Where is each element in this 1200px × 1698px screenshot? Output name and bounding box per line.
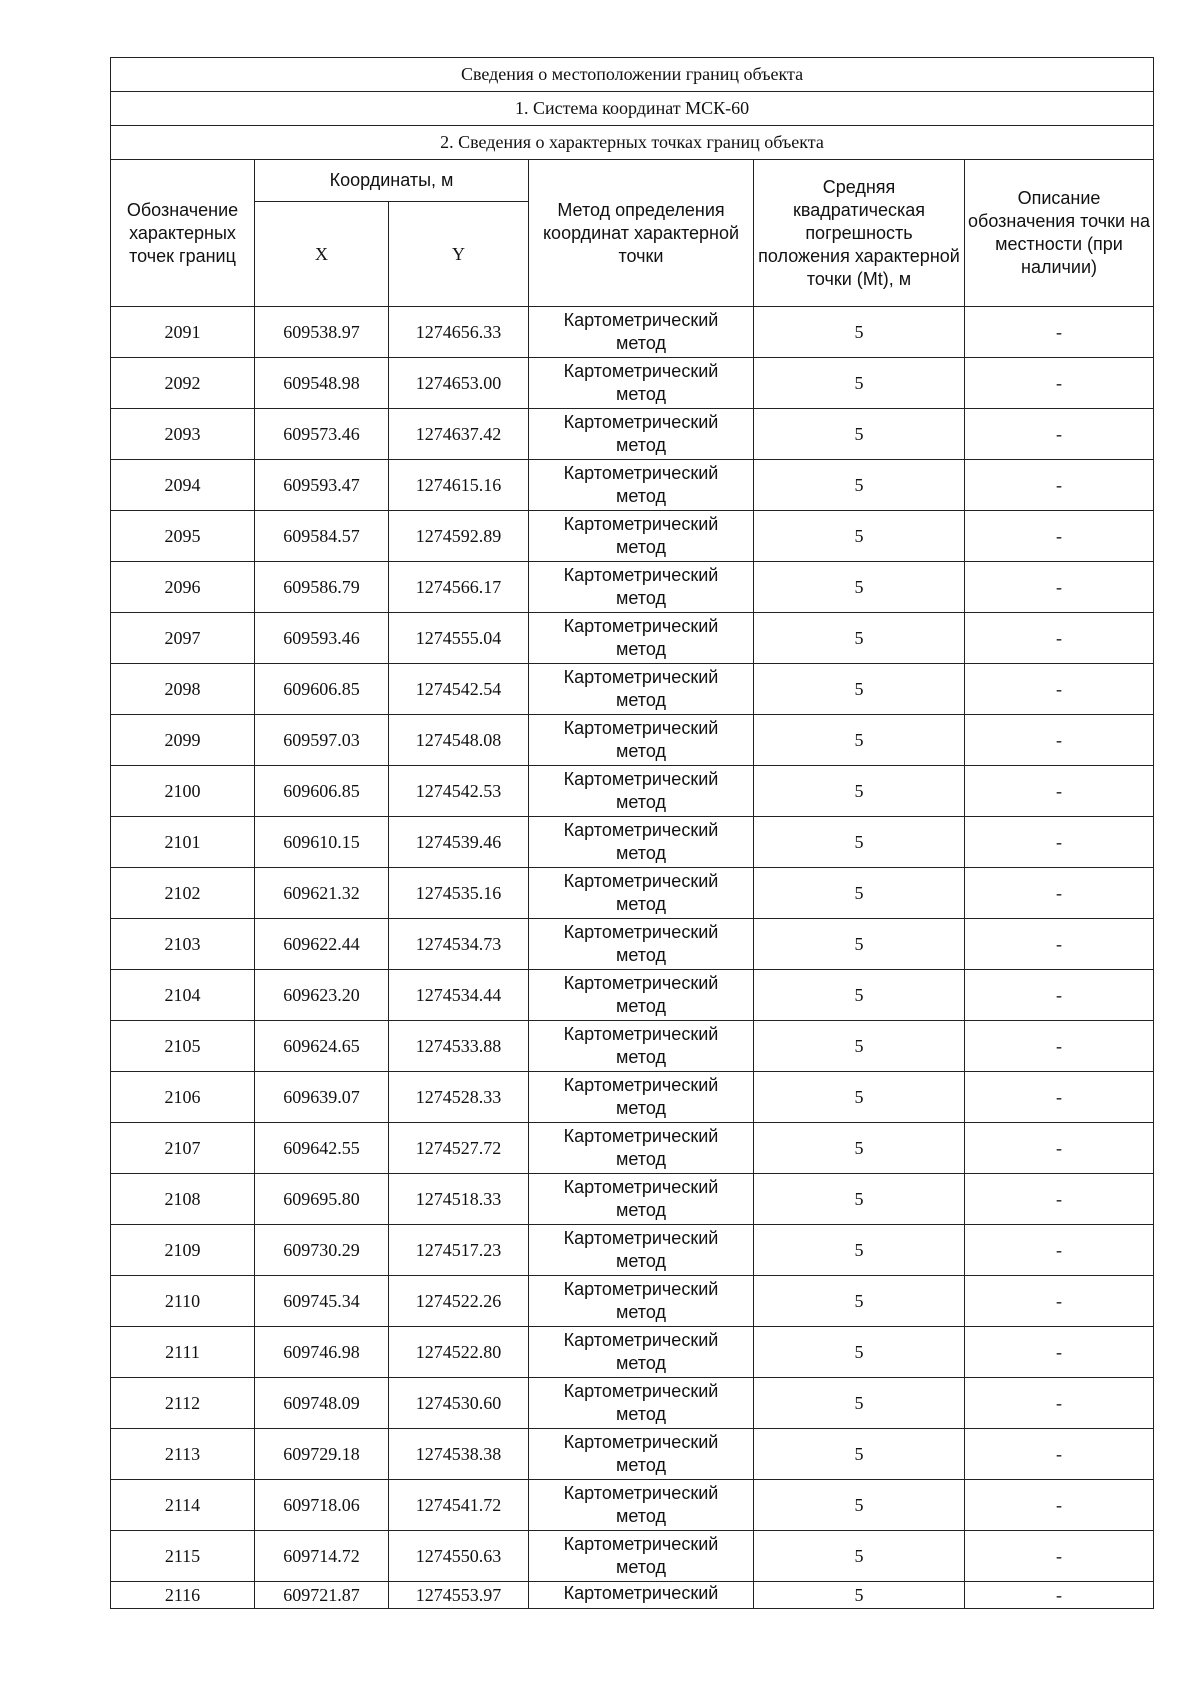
document-title: Сведения о местоположении границ объекта xyxy=(111,58,1154,92)
point-number-cell: 2097 xyxy=(111,613,255,664)
method-text-line-1: Картометрический xyxy=(563,412,719,432)
coord-y-cell: 1274539.46 xyxy=(389,817,529,868)
boundary-points-table xyxy=(110,57,1154,1609)
point-number-cell: 2096 xyxy=(111,562,255,613)
coord-x-cell: 609548.98 xyxy=(255,358,389,409)
coord-x-cell: 609586.79 xyxy=(255,562,389,613)
point-number-cell: 2102 xyxy=(111,868,255,919)
table-row xyxy=(111,1225,1154,1276)
description-cell: - xyxy=(965,1174,1154,1225)
method-text-line-1: Картометрический xyxy=(563,463,719,483)
method-cell xyxy=(529,1378,754,1429)
method-text-line-2: метод xyxy=(616,690,666,710)
error-cell: 5 xyxy=(754,1021,965,1072)
method-text-line-2: метод xyxy=(616,1200,666,1220)
coord-y-cell: 1274555.04 xyxy=(389,613,529,664)
description-cell: - xyxy=(965,1480,1154,1531)
description-cell: - xyxy=(965,1276,1154,1327)
error-cell: 5 xyxy=(754,1123,965,1174)
coord-x-cell: 609729.18 xyxy=(255,1429,389,1480)
method-cell xyxy=(529,970,754,1021)
method-text-line-2: метод xyxy=(616,639,666,659)
column-header-x: X xyxy=(255,202,389,307)
method-text-line-2: метод xyxy=(616,1302,666,1322)
table-row xyxy=(111,1327,1154,1378)
method-text-line-2: метод xyxy=(616,1557,666,1577)
error-cell: 5 xyxy=(754,409,965,460)
error-cell: 5 xyxy=(754,1174,965,1225)
method-text-line-2: метод xyxy=(616,384,666,404)
table-row xyxy=(111,664,1154,715)
table-row xyxy=(111,817,1154,868)
coord-y-cell: 1274592.89 xyxy=(389,511,529,562)
method-text-line-1: Картометрический xyxy=(563,1583,719,1603)
point-number-cell: 2114 xyxy=(111,1480,255,1531)
method-text-line-1: Картометрический xyxy=(563,769,719,789)
method-text-line-1: Картометрический xyxy=(563,1024,719,1044)
coord-y-cell: 1274542.53 xyxy=(389,766,529,817)
error-cell: 5 xyxy=(754,715,965,766)
method-text-line-1: Картометрический xyxy=(563,1075,719,1095)
error-cell: 5 xyxy=(754,307,965,358)
method-text-line-2: метод xyxy=(616,537,666,557)
point-number-cell: 2094 xyxy=(111,460,255,511)
point-number-cell: 2092 xyxy=(111,358,255,409)
method-text-line-1: Картометрический xyxy=(563,1228,719,1248)
coord-x-cell: 609624.65 xyxy=(255,1021,389,1072)
method-cell xyxy=(529,460,754,511)
coord-y-cell: 1274518.33 xyxy=(389,1174,529,1225)
point-number-cell: 2093 xyxy=(111,409,255,460)
coordinate-system-title: 1. Система координат МСК-60 xyxy=(111,92,1154,126)
coord-x-cell: 609610.15 xyxy=(255,817,389,868)
error-cell: 5 xyxy=(754,664,965,715)
method-cell xyxy=(529,562,754,613)
coord-y-cell: 1274534.44 xyxy=(389,970,529,1021)
coord-x-cell: 609639.07 xyxy=(255,1072,389,1123)
coord-y-cell: 1274530.60 xyxy=(389,1378,529,1429)
error-cell: 5 xyxy=(754,766,965,817)
description-cell: - xyxy=(965,511,1154,562)
coord-x-cell: 609597.03 xyxy=(255,715,389,766)
table-row xyxy=(111,409,1154,460)
coord-y-cell: 1274637.42 xyxy=(389,409,529,460)
method-text-line-2: метод xyxy=(616,1404,666,1424)
method-cell xyxy=(529,919,754,970)
method-text-line-1: Картометрический xyxy=(563,718,719,738)
coord-y-cell: 1274566.17 xyxy=(389,562,529,613)
point-number-cell: 2103 xyxy=(111,919,255,970)
table-row xyxy=(111,1429,1154,1480)
table-row xyxy=(111,460,1154,511)
point-number-cell: 2091 xyxy=(111,307,255,358)
coord-x-cell: 609623.20 xyxy=(255,970,389,1021)
table-row xyxy=(111,1480,1154,1531)
point-number-cell: 2098 xyxy=(111,664,255,715)
coord-x-cell: 609584.57 xyxy=(255,511,389,562)
error-cell: 5 xyxy=(754,868,965,919)
description-cell: - xyxy=(965,460,1154,511)
coord-x-cell: 609593.46 xyxy=(255,613,389,664)
method-cell xyxy=(529,358,754,409)
point-number-cell: 2100 xyxy=(111,766,255,817)
description-cell: - xyxy=(965,1429,1154,1480)
method-text-line-1: Картометрический xyxy=(563,514,719,534)
error-cell: 5 xyxy=(754,562,965,613)
description-cell: - xyxy=(965,817,1154,868)
description-cell: - xyxy=(965,1378,1154,1429)
method-text-line-1: Картометрический xyxy=(563,1381,719,1401)
method-text-line-1: Картометрический xyxy=(563,667,719,687)
error-cell: 5 xyxy=(754,919,965,970)
column-header-method: Метод определения координат характерной точки xyxy=(529,160,754,307)
method-text-line-1: Картометрический xyxy=(563,1534,719,1554)
coord-x-cell: 609622.44 xyxy=(255,919,389,970)
method-text-line-1: Картометрический xyxy=(563,1126,719,1146)
method-text-line-1: Картометрический xyxy=(563,922,719,942)
method-text-line-2: метод xyxy=(616,1455,666,1475)
method-text-line-2: метод xyxy=(616,486,666,506)
description-cell: - xyxy=(965,868,1154,919)
method-text-line-1: Картометрический xyxy=(563,1330,719,1350)
coord-y-cell: 1274527.72 xyxy=(389,1123,529,1174)
description-cell: - xyxy=(965,1021,1154,1072)
description-cell: - xyxy=(965,1123,1154,1174)
description-cell: - xyxy=(965,307,1154,358)
coord-y-cell: 1274517.23 xyxy=(389,1225,529,1276)
description-cell: - xyxy=(965,1072,1154,1123)
method-cell xyxy=(529,409,754,460)
coord-y-cell: 1274550.63 xyxy=(389,1531,529,1582)
coord-y-cell: 1274615.16 xyxy=(389,460,529,511)
method-text-line-2: метод xyxy=(616,1353,666,1373)
method-cell xyxy=(529,1021,754,1072)
table-row xyxy=(111,1276,1154,1327)
coord-x-cell: 609714.72 xyxy=(255,1531,389,1582)
error-cell: 5 xyxy=(754,613,965,664)
method-cell xyxy=(529,307,754,358)
point-number-cell: 2101 xyxy=(111,817,255,868)
method-text-line-1: Картометрический xyxy=(563,1432,719,1452)
table-row xyxy=(111,562,1154,613)
point-number-cell: 2111 xyxy=(111,1327,255,1378)
coord-x-cell: 609748.09 xyxy=(255,1378,389,1429)
point-number-cell: 2115 xyxy=(111,1531,255,1582)
method-cell xyxy=(529,715,754,766)
coord-y-cell: 1274538.38 xyxy=(389,1429,529,1480)
error-cell: 5 xyxy=(754,1378,965,1429)
method-cell xyxy=(529,868,754,919)
description-cell: - xyxy=(965,664,1154,715)
coord-x-cell: 609730.29 xyxy=(255,1225,389,1276)
coord-x-cell: 609606.85 xyxy=(255,664,389,715)
coord-y-cell: 1274542.54 xyxy=(389,664,529,715)
method-cell xyxy=(529,613,754,664)
point-number-cell: 2099 xyxy=(111,715,255,766)
table-row xyxy=(111,1072,1154,1123)
coord-x-cell: 609721.87 xyxy=(255,1582,389,1609)
coord-x-cell: 609718.06 xyxy=(255,1480,389,1531)
point-number-cell: 2104 xyxy=(111,970,255,1021)
coord-x-cell: 609642.55 xyxy=(255,1123,389,1174)
method-cell xyxy=(529,817,754,868)
method-cell xyxy=(529,1123,754,1174)
points-section-title: 2. Сведения о характерных точках границ объекта xyxy=(111,126,1154,160)
point-number-cell: 2107 xyxy=(111,1123,255,1174)
description-cell: - xyxy=(965,562,1154,613)
description-cell: - xyxy=(965,919,1154,970)
method-text-line-1: Картометрический xyxy=(563,565,719,585)
table-row xyxy=(111,358,1154,409)
error-cell: 5 xyxy=(754,1072,965,1123)
method-text-line-1: Картометрический xyxy=(563,1177,719,1197)
error-cell: 5 xyxy=(754,460,965,511)
description-cell: - xyxy=(965,358,1154,409)
coord-y-cell: 1274522.26 xyxy=(389,1276,529,1327)
error-cell: 5 xyxy=(754,1531,965,1582)
coord-y-cell: 1274541.72 xyxy=(389,1480,529,1531)
coord-x-cell: 609695.80 xyxy=(255,1174,389,1225)
method-text-line-2: метод xyxy=(616,843,666,863)
coord-x-cell: 609593.47 xyxy=(255,460,389,511)
coord-y-cell: 1274528.33 xyxy=(389,1072,529,1123)
method-text-line-2: метод xyxy=(616,1506,666,1526)
column-header-coordinates: Координаты, м xyxy=(255,160,529,202)
table-row xyxy=(111,1123,1154,1174)
coord-y-cell: 1274534.73 xyxy=(389,919,529,970)
error-cell: 5 xyxy=(754,511,965,562)
column-header-y: Y xyxy=(389,202,529,307)
method-cell xyxy=(529,664,754,715)
method-text-line-1: Картометрический xyxy=(563,1483,719,1503)
error-cell: 5 xyxy=(754,358,965,409)
table-row xyxy=(111,970,1154,1021)
error-cell: 5 xyxy=(754,1327,965,1378)
description-cell: - xyxy=(965,409,1154,460)
method-cell xyxy=(529,1327,754,1378)
table-row xyxy=(111,766,1154,817)
method-cell xyxy=(529,1480,754,1531)
table-row xyxy=(111,1531,1154,1582)
method-text-line-2: метод xyxy=(616,435,666,455)
error-cell: 5 xyxy=(754,1429,965,1480)
method-cell xyxy=(529,1429,754,1480)
point-number-cell: 2108 xyxy=(111,1174,255,1225)
method-text-line-1: Картометрический xyxy=(563,310,719,330)
method-text-line-1: Картометрический xyxy=(563,871,719,891)
method-text-line-1: Картометрический xyxy=(563,1279,719,1299)
description-cell: - xyxy=(965,1225,1154,1276)
table-row xyxy=(111,1378,1154,1429)
error-cell: 5 xyxy=(754,1582,965,1609)
coord-y-cell: 1274653.00 xyxy=(389,358,529,409)
coord-x-cell: 609573.46 xyxy=(255,409,389,460)
table-row xyxy=(111,1582,1154,1609)
table-row xyxy=(111,613,1154,664)
method-cell xyxy=(529,1225,754,1276)
table-row xyxy=(111,919,1154,970)
point-number-cell: 2112 xyxy=(111,1378,255,1429)
method-cell xyxy=(529,1072,754,1123)
point-number-cell: 2095 xyxy=(111,511,255,562)
method-cell xyxy=(529,1582,754,1609)
method-text-line-1: Картометрический xyxy=(563,820,719,840)
point-number-cell: 2106 xyxy=(111,1072,255,1123)
error-cell: 5 xyxy=(754,970,965,1021)
method-text-line-2: метод xyxy=(616,792,666,812)
error-cell: 5 xyxy=(754,1480,965,1531)
error-cell: 5 xyxy=(754,817,965,868)
table-row xyxy=(111,307,1154,358)
method-cell xyxy=(529,766,754,817)
coord-x-cell: 609538.97 xyxy=(255,307,389,358)
table-row xyxy=(111,715,1154,766)
coord-y-cell: 1274656.33 xyxy=(389,307,529,358)
description-cell: - xyxy=(965,766,1154,817)
method-text-line-2: метод xyxy=(616,1047,666,1067)
method-text-line-1: Картометрический xyxy=(563,973,719,993)
coord-x-cell: 609606.85 xyxy=(255,766,389,817)
point-number-cell: 2113 xyxy=(111,1429,255,1480)
coord-y-cell: 1274535.16 xyxy=(389,868,529,919)
method-text-line-2: метод xyxy=(616,588,666,608)
description-cell: - xyxy=(965,1327,1154,1378)
coord-y-cell: 1274522.80 xyxy=(389,1327,529,1378)
table-row xyxy=(111,1174,1154,1225)
method-text-line-2: метод xyxy=(616,741,666,761)
point-number-cell: 2109 xyxy=(111,1225,255,1276)
table-row xyxy=(111,511,1154,562)
description-cell: - xyxy=(965,1531,1154,1582)
point-number-cell: 2105 xyxy=(111,1021,255,1072)
method-text-line-2: метод xyxy=(616,1251,666,1271)
method-text-line-2: метод xyxy=(616,333,666,353)
coord-x-cell: 609621.32 xyxy=(255,868,389,919)
table-row xyxy=(111,1021,1154,1072)
method-text-line-1: Картометрический xyxy=(563,361,719,381)
point-number-cell: 2116 xyxy=(111,1582,255,1609)
description-cell: - xyxy=(965,970,1154,1021)
method-text-line-2: метод xyxy=(616,1098,666,1118)
column-header-error: Средняя квадратическая погрешность положения характерной точки (Mt), м xyxy=(754,160,965,307)
method-text-line-2: метод xyxy=(616,945,666,965)
coord-y-cell: 1274533.88 xyxy=(389,1021,529,1072)
method-text-line-2: метод xyxy=(616,1149,666,1169)
column-header-designation: Обозначение характерных точек границ xyxy=(111,160,255,307)
method-cell xyxy=(529,1276,754,1327)
table-row xyxy=(111,868,1154,919)
error-cell: 5 xyxy=(754,1225,965,1276)
method-text-line-1: Картометрический xyxy=(563,616,719,636)
method-cell xyxy=(529,1531,754,1582)
description-cell: - xyxy=(965,715,1154,766)
coord-x-cell: 609745.34 xyxy=(255,1276,389,1327)
method-cell xyxy=(529,511,754,562)
method-text-line-2: метод xyxy=(616,996,666,1016)
description-cell: - xyxy=(965,1582,1154,1609)
column-header-description: Описание обозначения точки на местности (при наличии) xyxy=(965,160,1154,307)
coord-x-cell: 609746.98 xyxy=(255,1327,389,1378)
coord-y-cell: 1274548.08 xyxy=(389,715,529,766)
error-cell: 5 xyxy=(754,1276,965,1327)
point-number-cell: 2110 xyxy=(111,1276,255,1327)
method-cell xyxy=(529,1174,754,1225)
method-text-line-2: метод xyxy=(616,894,666,914)
description-cell: - xyxy=(965,613,1154,664)
coord-y-cell: 1274553.97 xyxy=(389,1582,529,1609)
